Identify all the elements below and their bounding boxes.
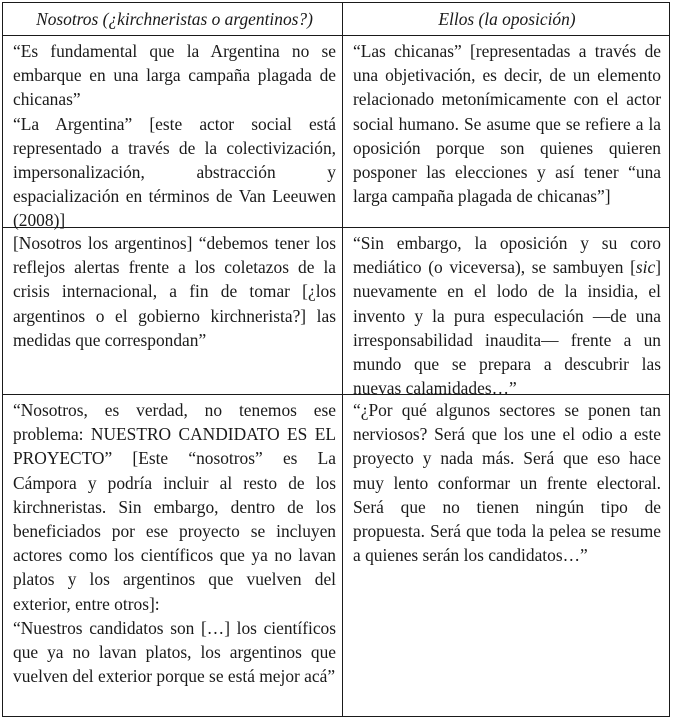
row3-nosotros-quote: “Nuestros candidatos son […] los científicos que ya no lavan platos, los argentinos que vuelven del exterior porque se está mejor acá” (13, 617, 336, 687)
row1-nosotros-quote: “Es fundamental que la Argentina no se embarque en una larga campaña plagada de chicanas” (13, 41, 336, 110)
comparison-table (2, 2, 670, 717)
row1-ellos-cell (353, 39, 661, 208)
header-divider (3, 35, 669, 36)
row1-ellos-text: “Las chicanas” [representadas a través de una objetivación, es decir, de un elemento relacionado metonímicamente con el actor social humano. Se asume que se refiere a la oposición porque son quienes quieren posponer las elecciones y así tener “una larga campaña plagada de chicanas”] (353, 41, 661, 207)
row3-ellos-text: “¿Por qué algunos sectores se ponen tan nerviosos? Será que los une el odio a este proyecto y nada más. Será que eso hace muy lento conformar un frente electoral. Será que no tienen ningún tipo de propuesta. Será que toda la pelea se resume a quienes serán los candidatos…” (353, 400, 661, 566)
row2-nosotros-text: [Nosotros los argentinos] “debemos tener los reflejos alertas frente a los coletazos de la crisis internacional, a fin de tomar [¿los argentinos o el gobierno kirchnerista?] las medidas que correspondan” (13, 233, 336, 350)
row2-ellos-text (353, 231, 661, 400)
sic-marker: sic (635, 257, 656, 278)
row1-nosotros-comment: “La Argentina” [este actor social está representado a través de la colectivización, impersonalización, abstracción y espacialización en términos de Van Leeuwen (2008)] (13, 113, 336, 231)
row3-nosotros-text: “Nosotros, es verdad, no tenemos ese problema: NUESTRO CANDIDATO ES EL PROYECTO” [Este “nosotros” es La Cámpora y podría incluir al resto de los kirchneristas. Sin embargo, dentro de los beneficiados por ese proyecto se incluyen actores como los científicos que ya no lavan platos y los argentinos que vuelven del exterior, entre otros]: (13, 400, 336, 614)
row3-nosotros-cell (13, 398, 336, 688)
row2-ellos-text-before: “Sin embargo, la oposición y su coro mediático (o viceversa), se sambuyen [ (353, 233, 661, 278)
header-ellos: Ellos (la oposición) (438, 9, 576, 29)
row1-nosotros-cell (13, 39, 336, 233)
row3-ellos-cell (353, 398, 661, 567)
row2-ellos-text-after: ] nuevamente en el lodo de la insidia, el invento y la pura especulación —de una irresponsabilidad inaudita— frente a un mundo que se prepara a descubrir las nuevas calamidades…” (353, 257, 661, 399)
row2-ellos-cell (353, 231, 661, 400)
column-divider (342, 3, 343, 716)
row2-nosotros-cell (13, 231, 336, 352)
header-nosotros: Nosotros (¿kirchneristas o argentinos?) (36, 9, 313, 29)
